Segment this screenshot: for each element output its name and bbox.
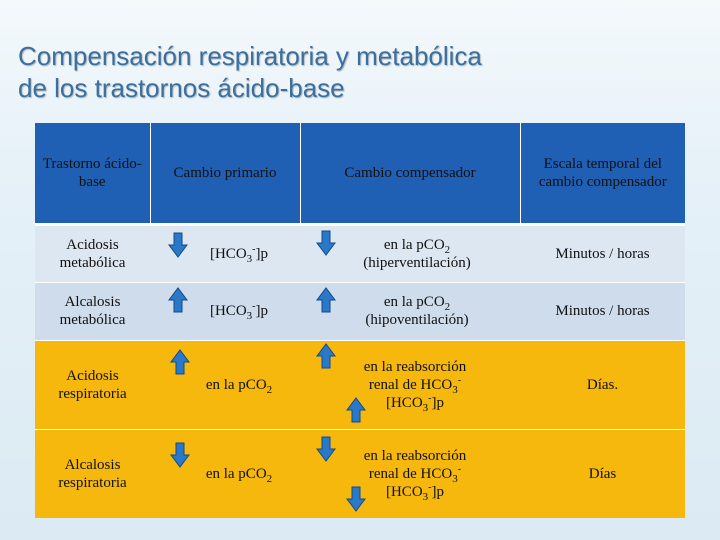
disorder-cell: Acidosis respiratoria — [35, 340, 150, 429]
slide-title — [18, 40, 708, 104]
arrow-down-icon — [168, 232, 188, 258]
table-row — [35, 224, 685, 282]
header-compensatory-change: Cambio compensador — [300, 123, 520, 224]
compensatory-change-text: en la reabsorción renal de $HCO_3^-$ $[HCO_3^-]p$ — [363, 447, 467, 503]
table-row — [35, 429, 685, 518]
primary-change-text: $[HCO_3^-]p$ — [209, 301, 268, 322]
slide-title-line-1: Compensación respiratoria y metabólica — [18, 41, 482, 71]
slide-title-line-2: de los trastornos ácido-base — [18, 73, 345, 103]
compensatory-change-text: en la reabsorción renal de $HCO_3^-$ $[HCO_3^-]p$ — [363, 358, 467, 414]
disorder-cell: Acidosis metabólica — [35, 224, 150, 282]
primary-change-text: en la pCO$_2$ — [205, 465, 273, 485]
table-row — [35, 340, 685, 429]
header-timescale: Escala temporal del cambio compensador — [520, 123, 685, 224]
acid-base-table — [35, 123, 685, 518]
primary-change-text: en la pCO$_2$ — [205, 376, 273, 396]
arrow-up-icon — [168, 287, 188, 313]
table-header-row — [35, 123, 685, 224]
timescale-cell: Días. — [520, 340, 685, 429]
primary-change-text: $[HCO_3^-]p$ — [209, 243, 268, 265]
table-row — [35, 282, 685, 340]
header-primary-change: Cambio primario — [150, 123, 300, 224]
header-disorder: Trastorno ácido-base — [35, 123, 150, 224]
arrow-down-icon — [170, 442, 190, 468]
compensatory-change-text: en la pCO$_2$ (hipoventilación) — [365, 294, 469, 328]
disorder-cell: Alcalosis metabólica — [35, 282, 150, 340]
arrow-down-icon — [316, 230, 336, 256]
disorder-cell: Alcalosis respiratoria — [58, 456, 127, 491]
arrow-down-icon — [316, 436, 336, 462]
timescale-cell: Minutos / horas — [520, 224, 685, 282]
compensatory-change-text: en la pCO$_2$ (hiperventilación) — [363, 236, 471, 271]
timescale-cell: Minutos / horas — [520, 282, 685, 340]
arrow-up-icon — [316, 343, 336, 369]
arrow-up-icon — [316, 287, 336, 313]
timescale-cell: Días — [588, 465, 617, 482]
arrow-up-icon — [170, 349, 190, 375]
